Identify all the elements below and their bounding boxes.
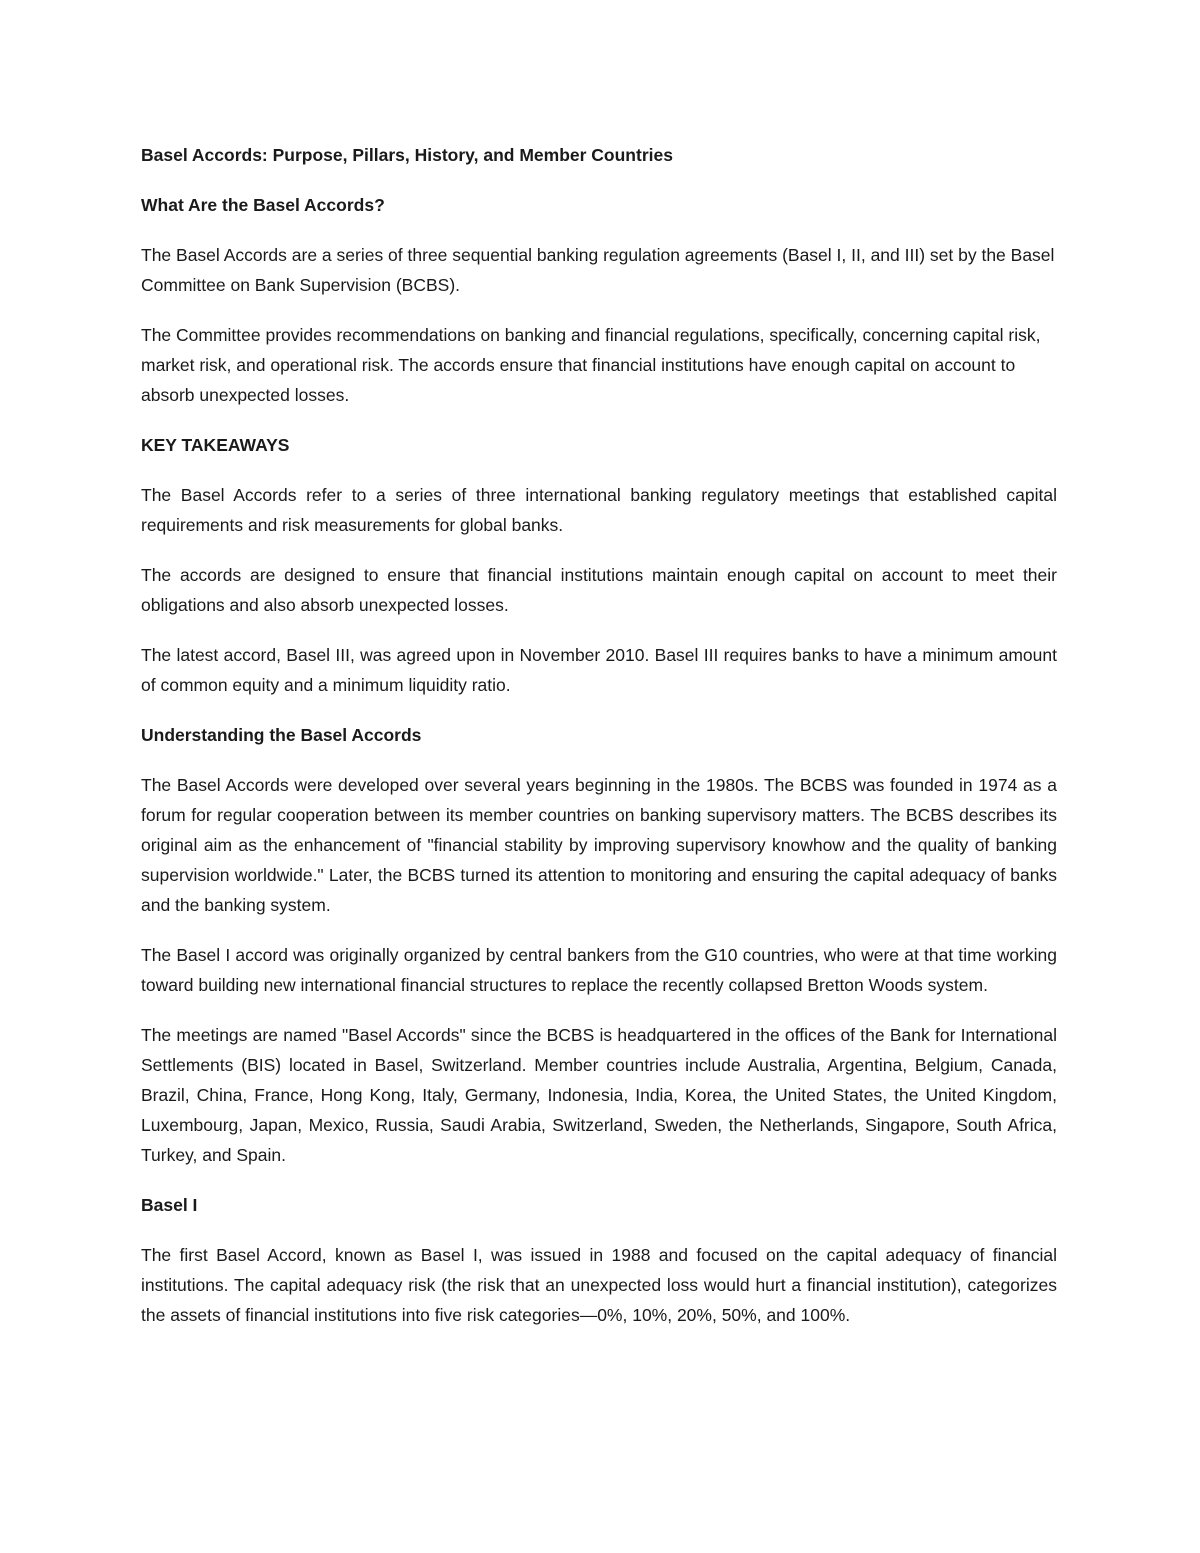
paragraph: The Basel Accords refer to a series of three international banking regulatory meetings that established capital requirements and risk measurements for global banks. xyxy=(141,485,1057,535)
paragraph: The accords are designed to ensure that financial institutions maintain enough capital on account to meet their obligations and also absorb unexpected losses. xyxy=(141,565,1057,615)
section-heading-what-are: What Are the Basel Accords? xyxy=(141,195,385,215)
section-heading-key-takeaways: KEY TAKEAWAYS xyxy=(141,435,290,455)
paragraph: The latest accord, Basel III, was agreed upon in November 2010. Basel III requires banks to have a minimum amount of common equity and a minimum liquidity ratio. xyxy=(141,645,1057,695)
document-title: Basel Accords: Purpose, Pillars, History, and Member Countries xyxy=(141,145,673,165)
paragraph: The first Basel Accord, known as Basel I, was issued in 1988 and focused on the capital adequacy of financial institutions. The capital adequacy risk (the risk that an unexpected loss would hurt a financial institution), categorizes the assets of financial institutions into five risk categories—0%, 10%, 20%, 50%, and 100%. xyxy=(141,1245,1057,1325)
paragraph: The Committee provides recommendations on banking and financial regulations, specifically, concerning capital risk, market risk, and operational risk. The accords ensure that financial institutions have enough capital on account to absorb unexpected losses. xyxy=(141,325,1041,405)
section-heading-basel-i: Basel I xyxy=(141,1195,198,1215)
paragraph: The Basel Accords were developed over several years beginning in the 1980s. The BCBS was founded in 1974 as a forum for regular cooperation between its member countries on banking supervisory matters. The BCBS describes its original aim as the enhancement of "financial stability by improving supervisory knowhow and the quality of banking supervision worldwide." Later, the BCBS turned its attention to monitoring and ensuring the capital adequacy of banks and the banking system. xyxy=(141,775,1057,915)
section-heading-understanding: Understanding the Basel Accords xyxy=(141,725,422,745)
paragraph: The meetings are named "Basel Accords" since the BCBS is headquartered in the offices of the Bank for International Settlements (BIS) located in Basel, Switzerland. Member countries include Australia, Argentina, Belgium, Canada, Brazil, China, France, Hong Kong, Italy, Germany, Indonesia, India, Korea, the United States, the United Kingdom, Luxembourg, Japan, Mexico, Russia, Saudi Arabia, Switzerland, Sweden, the Netherlands, Singapore, South Africa, Turkey, and Spain. xyxy=(141,1025,1057,1165)
paragraph: The Basel I accord was originally organized by central bankers from the G10 countries, who were at that time working toward building new international financial structures to replace the recently collapsed Bretton Woods system. xyxy=(141,945,1057,995)
document-page xyxy=(141,140,1057,1350)
paragraph: The Basel Accords are a series of three sequential banking regulation agreements (Basel I, II, and III) set by the Basel Committee on Bank Supervision (BCBS). xyxy=(141,245,1055,295)
